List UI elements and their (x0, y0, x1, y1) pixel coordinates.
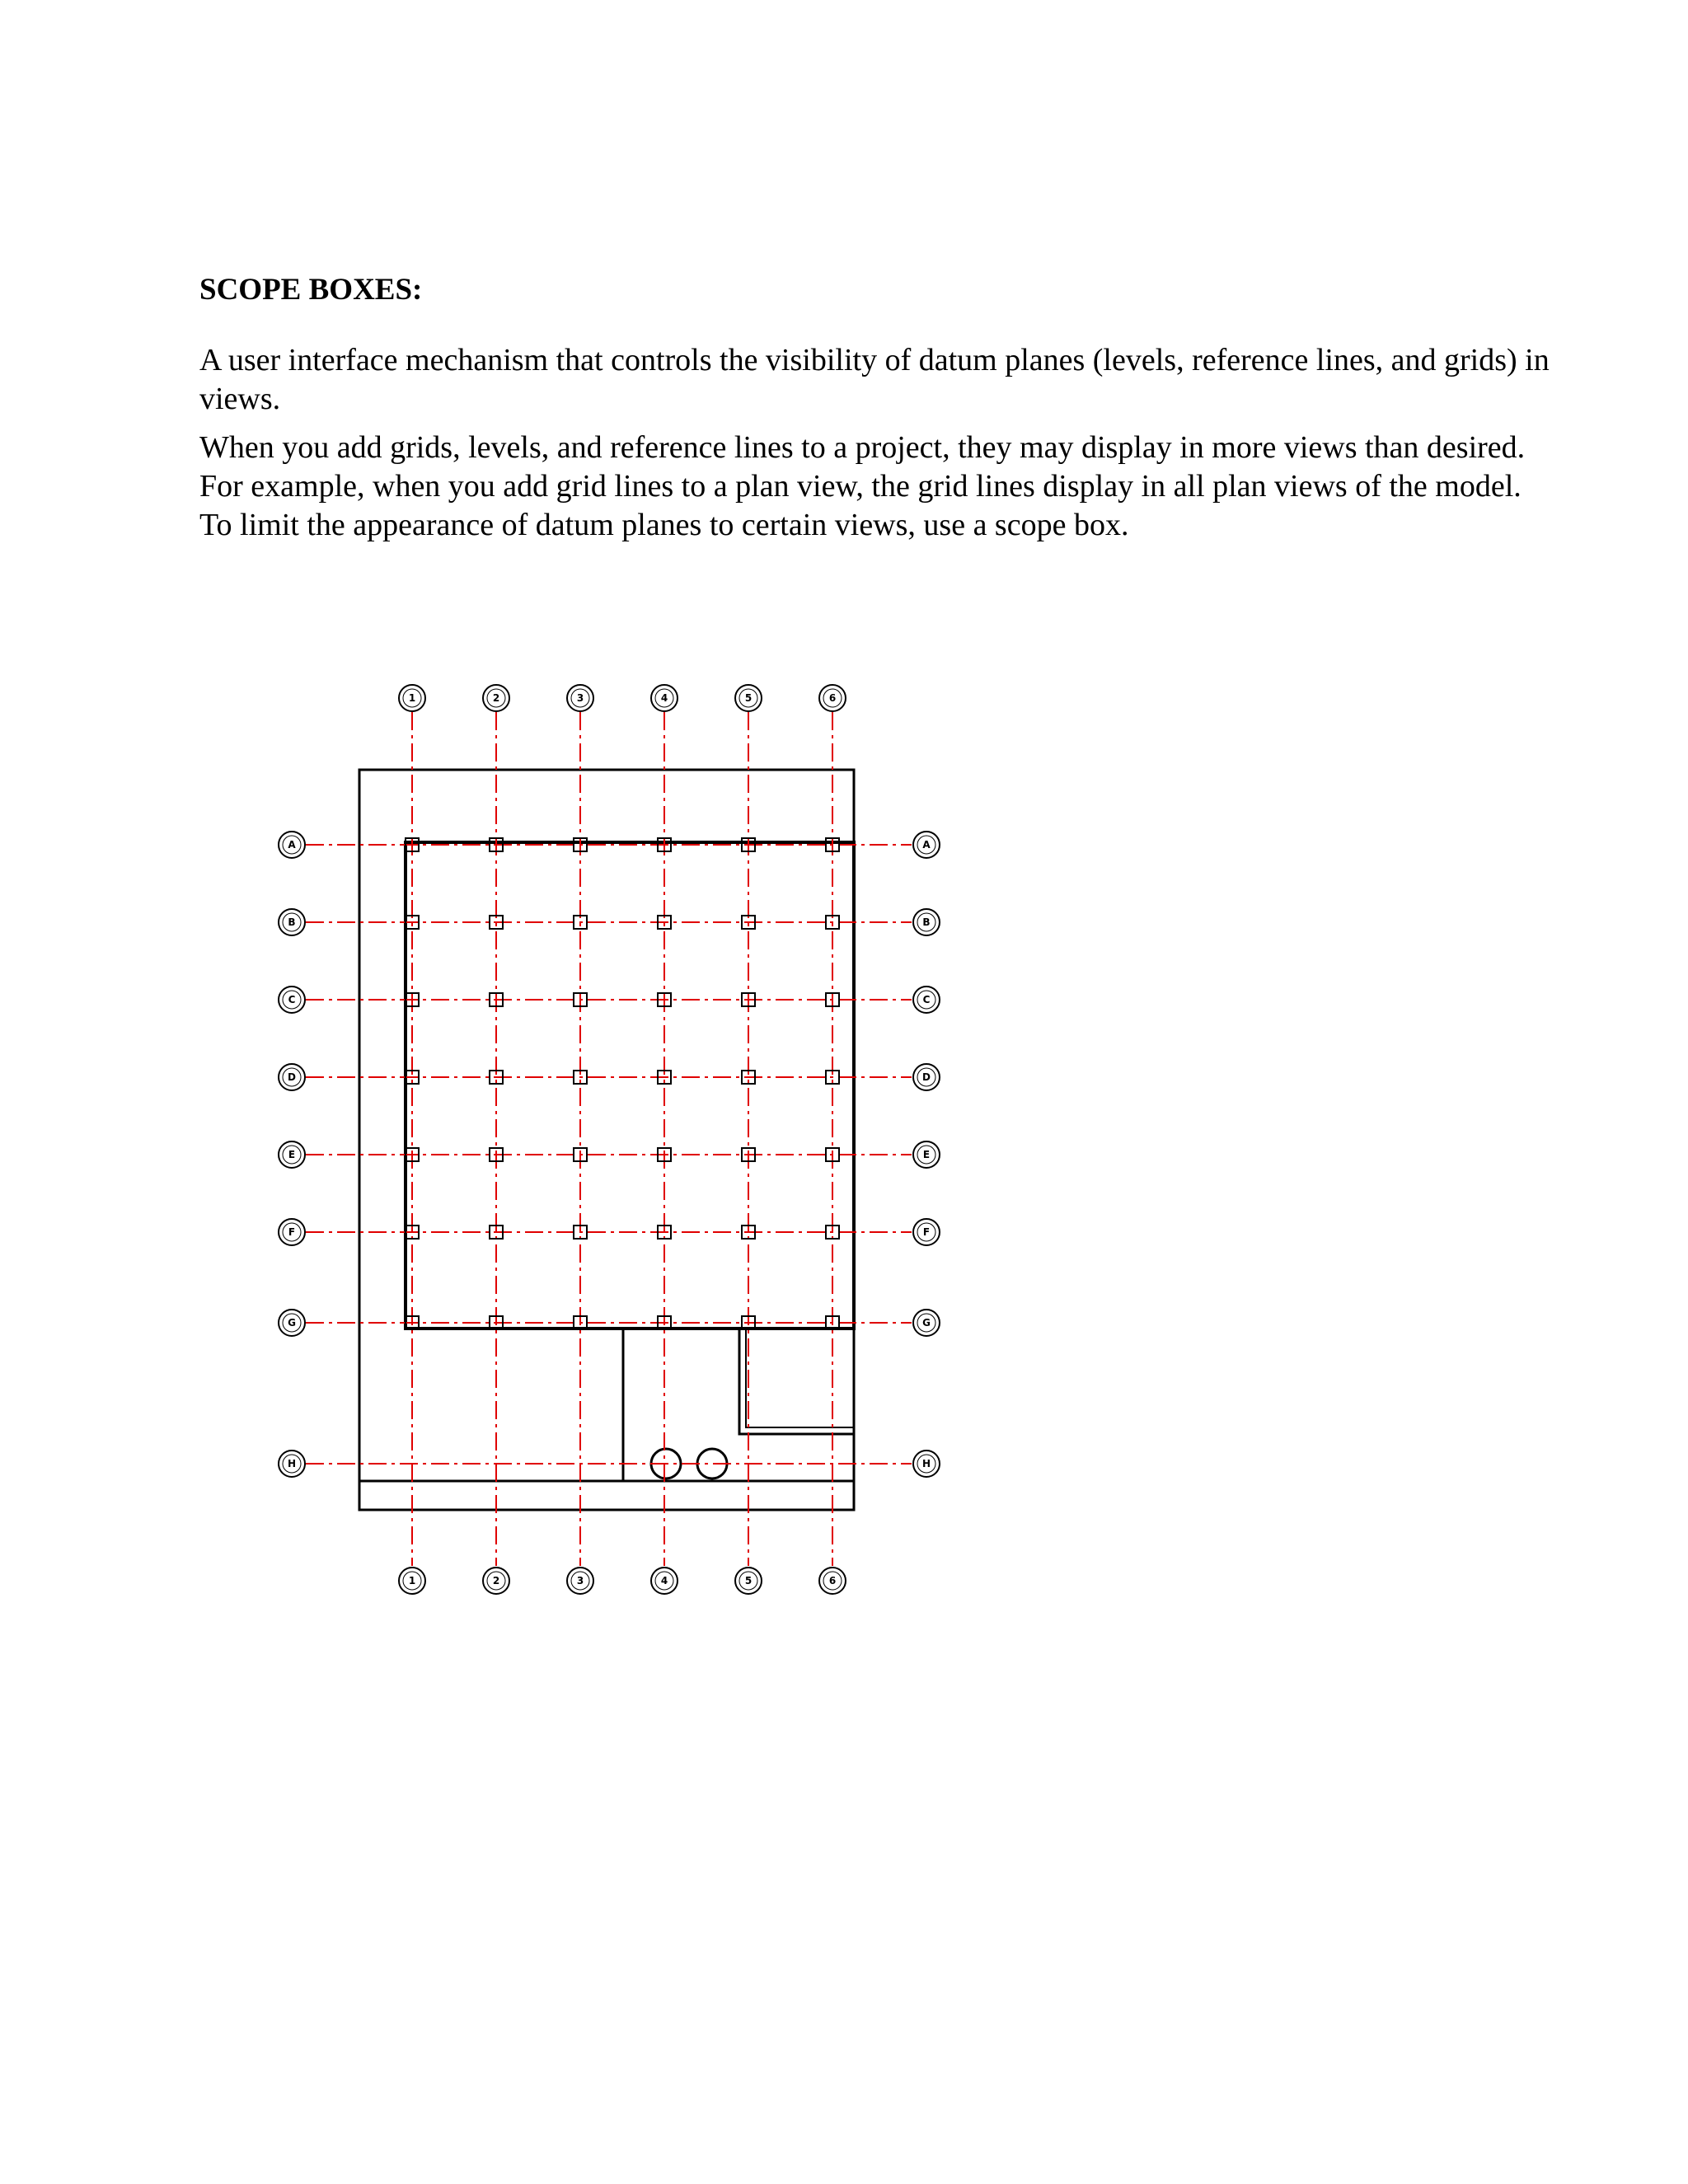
grid-bubble-label: 4 (660, 692, 668, 704)
grid-bubble-label: D (922, 1071, 931, 1083)
grid-bubble-right-G (913, 1310, 940, 1336)
grid-bubble-right-E (913, 1141, 940, 1168)
grid-bubble-label: 6 (828, 692, 837, 704)
grid-bubble-right-B (913, 909, 940, 935)
grid-bubble-label: 5 (744, 1575, 753, 1586)
grid-bubble-label: 6 (828, 1575, 837, 1586)
room-corner-wall-inner (746, 1329, 854, 1427)
grid-bubble-bottom-5 (735, 1568, 762, 1594)
grid-bubbles (279, 685, 940, 1594)
grid-bubble-label: E (288, 1149, 296, 1160)
grid-bubble-label: F (922, 1226, 931, 1238)
grid-bubble-left-H (279, 1451, 305, 1477)
grid-bubble-label: G (922, 1317, 931, 1329)
definition-paragraph: A user interface mechanism that controls the visibility of datum planes (levels, reference lines, and grids) in views. (199, 343, 1550, 416)
grid-bubble-right-A (913, 832, 940, 858)
grid-bubble-left-G (279, 1310, 305, 1336)
grid-bubble-label: C (288, 994, 296, 1005)
grid-bubble-label: 2 (492, 1575, 500, 1586)
grid-bubble-label: A (922, 839, 931, 851)
grid-bubble-top-4 (651, 685, 678, 711)
grid-bubble-label: F (288, 1226, 296, 1238)
grid-bubble-left-D (279, 1064, 305, 1090)
grid-bubble-label: 3 (576, 1575, 584, 1586)
grid-bubble-right-D (913, 1064, 940, 1090)
grid-bubble-left-E (279, 1141, 305, 1168)
grid-bubble-label: 1 (408, 1575, 416, 1586)
grid-bubble-top-6 (819, 685, 846, 711)
grid-bubble-label: G (288, 1317, 296, 1329)
grid-bubble-label: 3 (576, 692, 584, 704)
description-paragraph: When you add grids, levels, and reference lines to a project, they may display in more views than desired. For example, when you add grid lines to a plan view, the grid lines display in all plan views of the model. To limit the appearance of datum planes to certain views, use a scope box. (199, 430, 1526, 542)
scope-box (359, 770, 854, 1510)
grid-bubble-top-1 (399, 685, 425, 711)
grid-bubble-bottom-2 (483, 1568, 509, 1594)
grid-bubble-right-C (913, 987, 940, 1013)
grid-lines (306, 712, 912, 1566)
grid-bubble-right-F (913, 1219, 940, 1245)
page-heading: SCOPE BOXES: (199, 273, 423, 307)
grid-bubble-left-F (279, 1219, 305, 1245)
grid-bubble-label: 2 (492, 692, 500, 704)
grid-bubble-right-H (913, 1451, 940, 1477)
grid-bubble-top-2 (483, 685, 509, 711)
grid-bubble-left-B (279, 909, 305, 935)
room-corner-wall (739, 1329, 854, 1434)
grid-bubble-label: E (922, 1149, 931, 1160)
grid-bubble-bottom-1 (399, 1568, 425, 1594)
grid-bubble-bottom-6 (819, 1568, 846, 1594)
grid-bubble-bottom-3 (567, 1568, 593, 1594)
column-markers (406, 838, 839, 1329)
structural-grid-boundary (406, 842, 854, 1329)
grid-bubble-label: B (922, 916, 931, 928)
grid-bubble-top-3 (567, 685, 593, 711)
grid-bubble-left-C (279, 987, 305, 1013)
grid-bubble-label: 1 (408, 692, 416, 704)
building-outline (359, 770, 854, 1510)
grid-bubble-label: B (288, 916, 296, 928)
grid-bubble-left-A (279, 832, 305, 858)
grid-bubble-label: D (288, 1071, 296, 1083)
grid-bubble-label: H (921, 1458, 931, 1469)
grid-bubble-bottom-4 (651, 1568, 678, 1594)
grid-bubble-label: 5 (744, 692, 753, 704)
grid-bubble-label: H (287, 1458, 297, 1469)
grid-bubble-label: C (922, 994, 931, 1005)
grid-bubble-label: 4 (660, 1575, 668, 1586)
grid-bubble-top-5 (735, 685, 762, 711)
grid-bubble-label: A (288, 839, 296, 851)
